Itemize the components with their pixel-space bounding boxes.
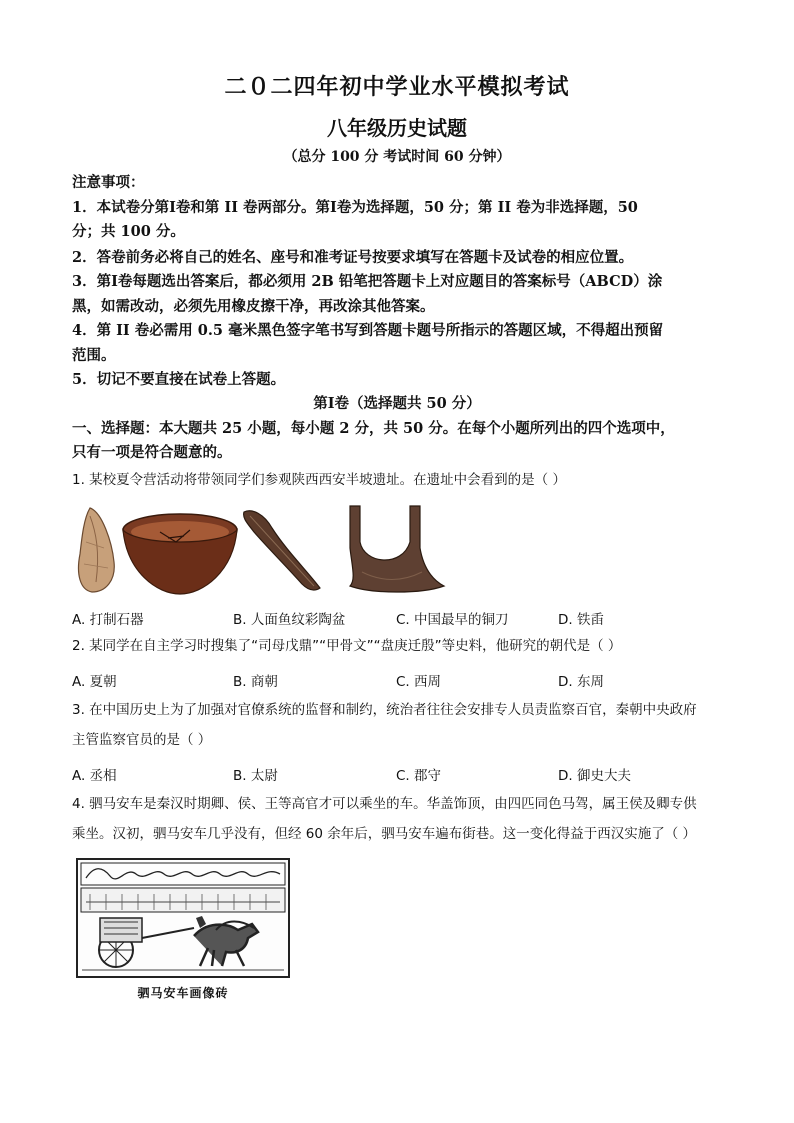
exam-subtitle: 八年级历史试题 (327, 116, 467, 140)
carriage-brick-image (76, 858, 290, 978)
question-1-figures (72, 502, 452, 598)
pottery-basin-image (123, 514, 237, 594)
note-line: 分；共 100 分。 (72, 223, 185, 240)
note-line: 1．本试卷分第Ⅰ卷和第 II 卷两部分。第Ⅰ卷为选择题，50 分；第 II 卷为非选择题，50 (72, 199, 638, 216)
exam-meta: （总分 100 分 考试时间 60 分钟） (283, 149, 511, 165)
question-2-option-d: D. 东周 (558, 674, 604, 690)
question-2-option-c: C. 西周 (396, 674, 442, 690)
question-1-option-b: B. 人面鱼纹彩陶盆 (233, 612, 346, 628)
section-instructions-cont: 只有一项是符合题意的。 (72, 444, 232, 461)
note-line: 2．答卷前务必将自己的姓名、座号和准考证号按要求填写在答题卡及试卷的相应位置。 (72, 249, 634, 266)
note-line: 范围。 (72, 347, 116, 364)
question-1-option-a: A. 打制石器 (72, 612, 144, 628)
question-1-option-c: C. 中国最早的铜刀 (396, 612, 509, 628)
section-title: 第Ⅰ卷（选择题共 50 分） (313, 395, 481, 412)
question-3-text-cont: 主管监察官员的是（ ） (72, 732, 212, 748)
iron-spade-image (350, 506, 444, 592)
image-caption: 驷马安车画像砖 (137, 986, 229, 1000)
notes-heading: 注意事项： (72, 174, 145, 191)
question-1-option-d: D. 铁臿 (558, 612, 604, 628)
section-instructions: 一、选择题：本大题共 25 小题，每小题 2 分，共 50 分。在每个小题所列出的四个选项中， (72, 420, 675, 437)
question-2-option-b: B. 商朝 (233, 674, 278, 690)
exam-title: 二０二四年初中学业水平模拟考试 (224, 74, 570, 100)
question-1-text: 1. 某校夏令营活动将带领同学们参观陕西西安半坡遗址。在遗址中会看到的是（ ） (72, 472, 566, 488)
question-3-text: 3. 在中国历史上为了加强对官僚系统的监督和制约，统治者往往会安排专人员责监察百官，秦朝中央政府 (72, 702, 697, 718)
stone-tool-image (79, 508, 115, 592)
bronze-knife-image (244, 511, 320, 590)
question-4-text-cont: 乘坐。汉初，驷马安车几乎没有，但经 60 余年后，驷马安车遍布街巷。这一变化得益于西汉实施了（ ） (72, 826, 697, 842)
question-3-option-c: C. 郡守 (396, 768, 442, 784)
question-3-option-a: A. 丞相 (72, 768, 117, 784)
question-3-option-d: D. 御史大夫 (558, 768, 631, 784)
note-line: 黑，如需改动，必须先用橡皮擦干净，再改涂其他答案。 (72, 298, 435, 315)
question-4-text: 4. 驷马安车是秦汉时期卿、侯、王等高官才可以乘坐的车。华盖饰顶，由四匹同色马驾，属王侯及卿专供 (72, 796, 697, 812)
note-line: 4．第 II 卷必需用 0.5 毫米黑色签字笔书写到答题卡题号所指示的答题区域，不得超出预留 (72, 322, 664, 339)
question-2-text: 2. 某同学在自主学习时搜集了“司母戊鼎”“甲骨文”“盘庚迁殷”等史料，他研究的朝代是（ ） (72, 638, 622, 654)
note-line: 5．切记不要直接在试卷上答题。 (72, 371, 286, 388)
note-line: 3．第Ⅰ卷每题选出答案后，都必须用 2B 铅笔把答题卡上对应题目的答案标号（ABCD）涂 (72, 273, 663, 290)
question-2-option-a: A. 夏朝 (72, 674, 117, 690)
question-3-option-b: B. 太尉 (233, 768, 278, 784)
